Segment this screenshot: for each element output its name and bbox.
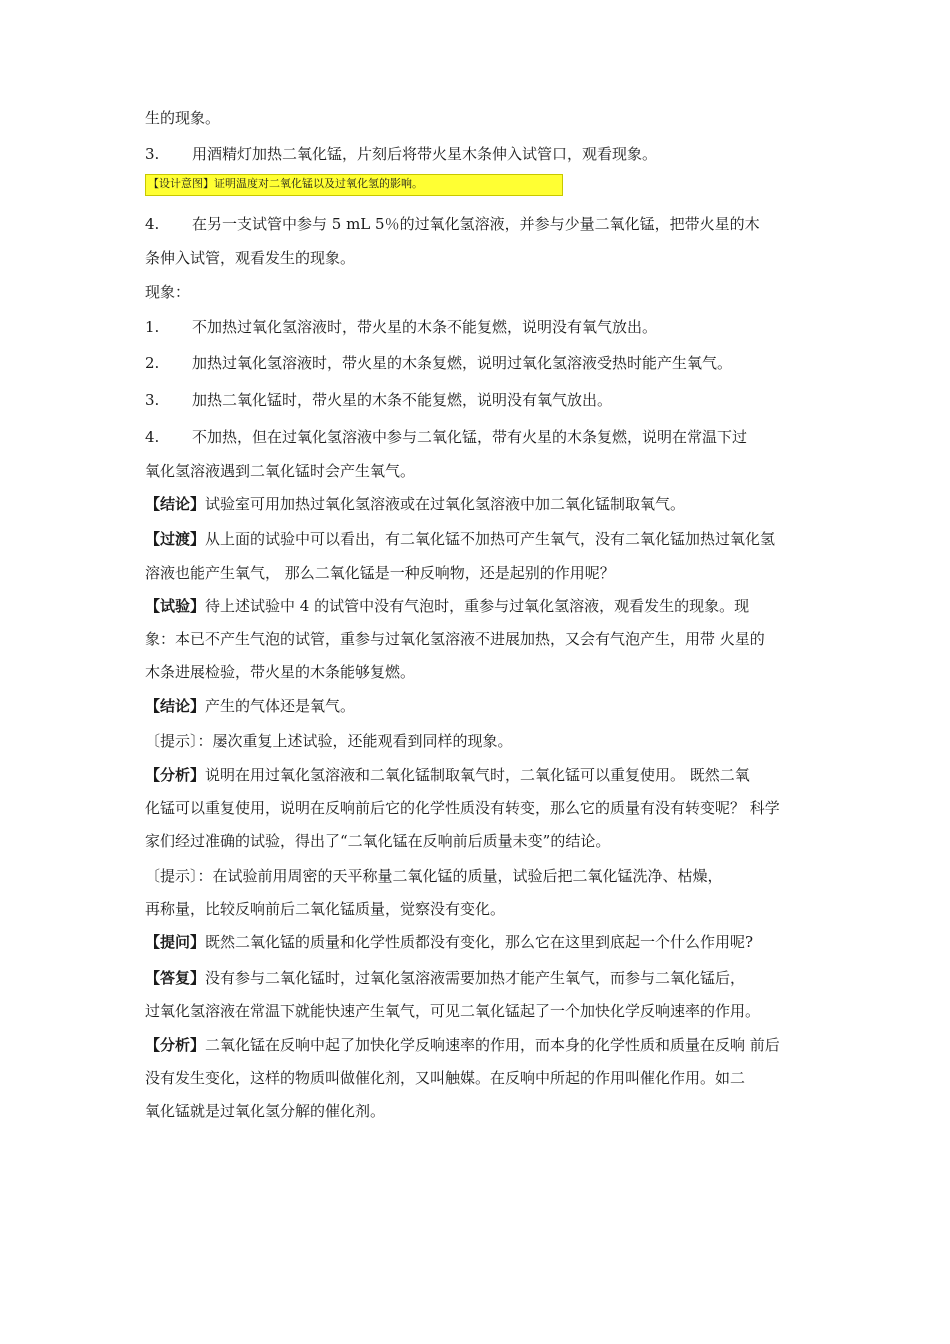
question [145,932,815,952]
analysis-2-cont-1: 没有发生变化，这样的物质叫做催化剂，又叫触媒。在反响中所起的作用叫催化作用。如二 [145,1069,746,1087]
answer [145,968,815,988]
section-text: 从上面的试验中可以看出，有二氧化锰不加热可产生氧气，没有二氧化锰加热过氧化氢 [205,530,776,548]
section-text: 试验室可用加热过氧化氢溶液或在过氧化氢溶液中加二氧化锰制取氧气。 [205,495,686,513]
phenomenon-2 [145,353,815,373]
conclusion-1 [145,494,815,514]
text-line: 生的现象。 [145,109,221,127]
experiment-cont-2: 木条进展检验，带火星的木条能够复燃。 [145,663,416,681]
section-tag: 【过渡】 [145,530,206,548]
section-text: 二氧化锰在反响中起了加快化学反响速率的作用，而本身的化学性质和质量在反响 前后 [205,1036,780,1054]
step-3 [145,144,815,164]
step-text: 用酒精灯加热二氧化锰，片刻后将带火星木条伸入试管口，观看现象。 [192,145,658,163]
section-tag: 【试验】 [145,597,206,615]
phenomena-heading: 现象： [145,283,191,301]
analysis-1-cont-2: 家们经过准确的试验，得出了“二氧化锰在反响前后质量未变”的结论。 [145,832,611,850]
section-text: 说明在用过氧化氢溶液和二氧化锰制取氧气时，二氧化锰可以重复使用。 既然二氧 [205,766,750,784]
experiment-cont-1: 象：本已不产生气泡的试管，重参与过氧化氢溶液不进展加热，又会有气泡产生，用带 火星的 [145,630,765,648]
section-tag: 【分析】 [145,766,206,784]
phenomenon-4 [145,427,815,447]
section-text: 没有参与二氧化锰时，过氧化氢溶液需要加热才能产生氧气，而参与二氧化锰后， [205,969,746,987]
answer-cont: 过氧化氢溶液在常温下就能快速产生氧气，可见二氧化锰起了一个加快化学反响速率的作用。 [145,1002,761,1020]
analysis-1 [145,765,815,785]
item-number: 4. [145,428,160,446]
item-text: 加热二氧化锰时，带火星的木条不能复燃，说明没有氧气放出。 [192,391,613,409]
hint-2-cont: 再称量，比较反响前后二氧化锰质量，觉察没有变化。 [145,900,506,918]
conclusion-2 [145,696,815,716]
item-text: 不加热过氧化氢溶液时，带火星的木条不能复燃，说明没有氧气放出。 [192,318,658,336]
section-text: 既然二氧化锰的质量和化学性质都没有变化，那么它在这里到底起一个什么作用呢? [205,933,754,951]
item-number: 3. [145,391,160,409]
item-number: 2. [145,354,160,372]
transition [145,529,815,549]
analysis-2-cont-2: 氧化锰就是过氧化氢分解的催化剂。 [145,1102,386,1120]
section-tag: 【答复】 [145,969,206,987]
section-tag: 【提问】 [145,933,206,951]
transition-cont: 溶液也能产生氧气， 那么二氧化锰是一种反响物，还是起别的作用呢？ [145,564,615,582]
step-text: 在另一支试管中参与 5 mL 5％的过氧化氢溶液，并参与少量二氧化锰，把带火星的木 [192,215,760,233]
step-4 [145,214,815,234]
design-intent-note: 【设计意图】证明温度对二氧化锰以及过氧化氢的影响。 [145,174,563,196]
section-text: 待上述试验中 4 的试管中没有气泡时，重参与过氧化氢溶液，观看发生的现象。现 [205,597,750,615]
phenomenon-3 [145,390,815,410]
section-tag: 【结论】 [145,697,206,715]
analysis-1-cont-1: 化锰可以重复使用，说明在反响前后它的化学性质没有转变，那么它的质量有没有转变呢？ 科学 [145,799,780,817]
phenomenon-4-cont: 氧化氢溶液遇到二氧化锰时会产生氧气。 [145,462,416,480]
step-number: 3. [145,145,160,163]
step-number: 4. [145,215,160,233]
hint-1: 〔提示〕：屡次重复上述试验，还能观看到同样的现象。 [145,732,513,750]
item-text: 不加热，但在过氧化氢溶液中参与二氧化锰，带有火星的木条复燃，说明在常温下过 [192,428,748,446]
section-tag: 【结论】 [145,495,206,513]
step-4-cont: 条伸入试管，观看发生的现象。 [145,249,356,267]
hint-2: 〔提示〕：在试验前用周密的天平称量二氧化锰的质量，试验后把二氧化锰洗净、枯燥， [145,867,723,885]
item-number: 1. [145,318,160,336]
experiment [145,596,815,616]
analysis-2 [145,1035,815,1055]
item-text: 加热过氧化氢溶液时，带火星的木条复燃，说明过氧化氢溶液受热时能产生氧气。 [192,354,733,372]
section-tag: 【分析】 [145,1036,206,1054]
phenomenon-1 [145,317,815,337]
section-text: 产生的气体还是氧气。 [205,697,356,715]
